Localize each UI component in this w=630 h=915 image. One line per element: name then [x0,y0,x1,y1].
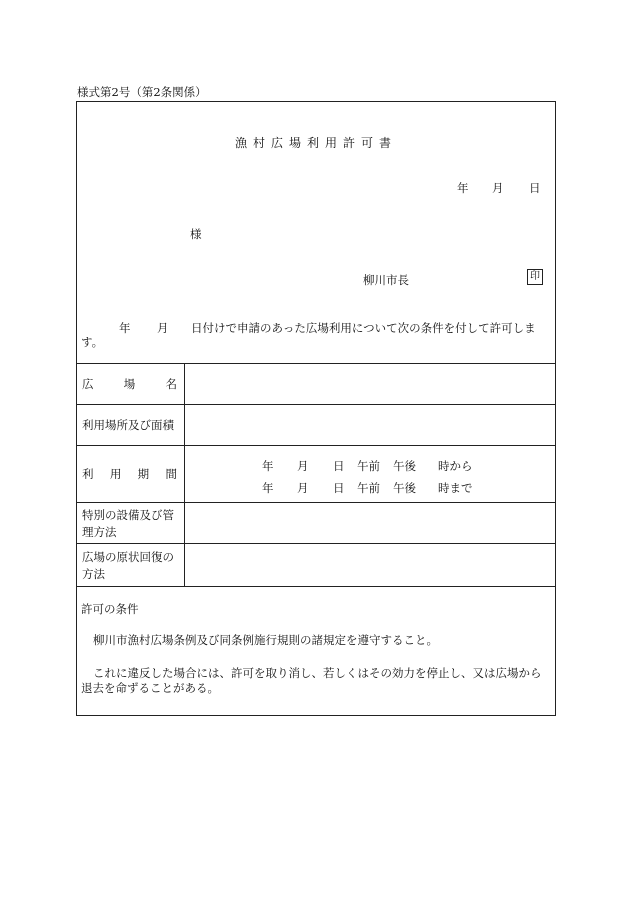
label-char: 間 [165,467,177,481]
to-pm: 午後 [393,481,416,495]
label-char: 場 [123,377,136,391]
issue-date-day: 日 [529,181,541,195]
from-pm: 午後 [393,459,416,473]
body-text-line2: す。 [81,335,104,349]
from-month: 月 [297,459,309,473]
body-text-line1: 日付けで申請のあった広場利用について次の条件を付して許可しま [191,321,536,335]
condition-item-1: 柳川市漁村広場条例及び同条例施行規則の諸規定を遵守すること。 [93,633,438,647]
label-char: 用 [109,467,122,481]
condition-item-2-line2: 退去を命ずることがある。 [81,681,219,695]
table-row-restoration [77,543,555,587]
label-plaza-name [77,364,185,405]
permit-form [76,101,556,716]
to-suffix: 時まで [438,481,473,495]
from-am: 午前 [357,459,380,473]
table-row-plaza-name [77,363,555,405]
table-row-period [77,445,555,503]
from-day: 日 [333,459,345,473]
document-title: 漁村広場利用許可書 [234,136,397,150]
addressee-suffix: 様 [190,227,202,241]
to-day: 日 [333,481,345,495]
label-restoration [77,544,185,587]
label-char: 利 [82,467,94,481]
seal-mark: 印 [527,269,543,285]
label-facilities [77,503,185,544]
table-row-location [77,404,555,446]
conditions-heading: 許可の条件 [81,602,139,616]
label-line: 方法 [82,566,105,581]
issue-date-year: 年 [457,181,469,195]
to-month: 月 [297,481,309,495]
label-usage-period [77,446,185,503]
label-char: 期 [137,467,150,481]
body-year: 年 [119,321,131,335]
label-char: 名 [165,377,177,391]
issuer-name: 柳川市長 [363,273,409,287]
condition-item-2-line1: これに違反した場合には、許可を取り消し、若しくはその効力を停止し、又は広場から [93,666,542,680]
issue-date-month: 月 [492,181,504,195]
label-location-area: 利用場所及び面積 [77,405,185,446]
to-am: 午前 [357,481,380,495]
label-line: 理方法 [82,524,117,539]
label-line: 特別の設備及び管 [82,507,174,522]
from-year: 年 [262,459,274,473]
table-row-facilities [77,502,555,544]
label-char: 広 [82,377,94,391]
conditions-divider [77,586,555,587]
from-suffix: 時から [438,459,473,473]
to-year: 年 [262,481,274,495]
body-month: 月 [157,321,169,335]
label-line: 広場の原状回復の [82,549,174,564]
form-number: 様式第2号（第2条関係） [77,85,207,99]
